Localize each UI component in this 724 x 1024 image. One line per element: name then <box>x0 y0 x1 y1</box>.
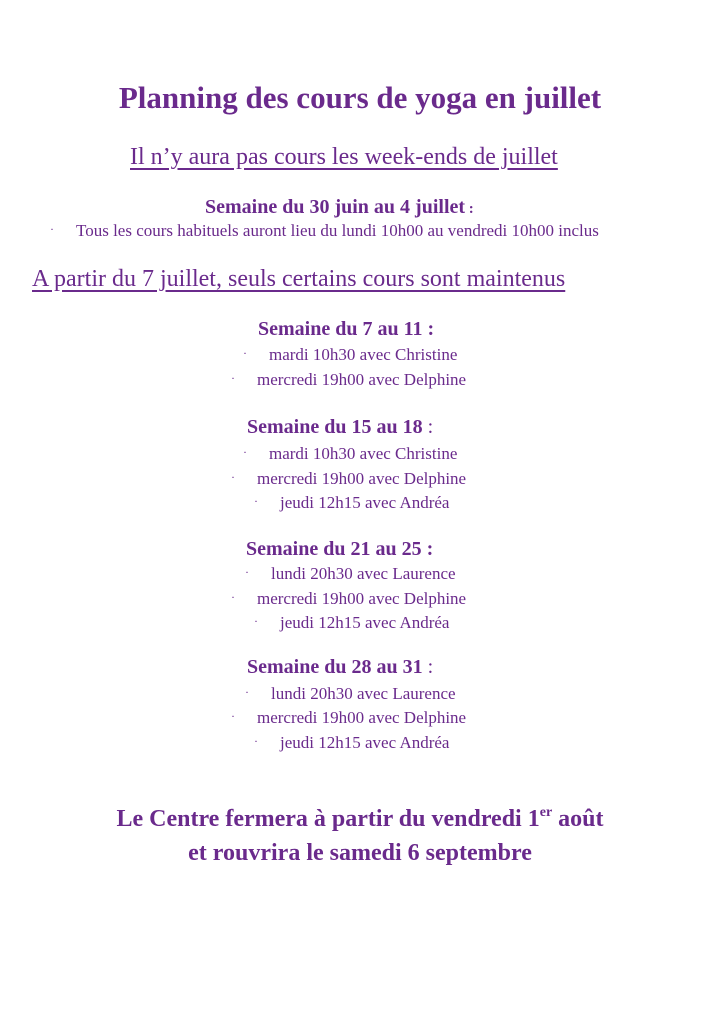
subtitle-notice: Il n’y aura pas cours les week-ends de juillet <box>130 144 558 170</box>
list-item <box>254 493 449 513</box>
list-item <box>231 708 466 728</box>
bullet-icon: · <box>231 709 235 723</box>
week1-item-text: Tous les cours habituels auront lieu du lundi 10h00 au vendredi 10h00 inclus <box>76 221 599 240</box>
bullet-icon: · <box>254 734 258 748</box>
section2-heading: A partir du 7 juillet, seuls certains cours sont maintenus <box>32 266 566 292</box>
list-item <box>245 564 456 584</box>
week-heading-28-31 <box>247 656 433 679</box>
week-heading-text: Semaine du 21 au 25 <box>246 538 422 560</box>
week1-heading <box>205 196 474 219</box>
bullet-icon: · <box>243 346 247 360</box>
list-item <box>231 589 466 609</box>
bullet-icon: · <box>50 222 54 236</box>
list-item-text: mercredi 19h00 avec Delphine <box>257 589 467 608</box>
list-item-text: mercredi 19h00 avec Delphine <box>257 469 467 488</box>
list-item <box>245 684 456 704</box>
bullet-icon: · <box>254 494 258 508</box>
list-item-text: lundi 20h30 avec Laurence <box>271 684 456 703</box>
week-heading-colon: : <box>421 538 434 560</box>
list-item <box>231 469 466 489</box>
week-heading-15-18 <box>247 416 433 439</box>
closing-notice-line1 <box>0 802 722 836</box>
week1-heading-text: Semaine du 30 juin au 4 juillet <box>205 196 466 218</box>
list-item-text: jeudi 12h15 avec Andréa <box>280 613 450 632</box>
week1-heading-colon: : <box>465 201 474 217</box>
list-item <box>254 733 449 753</box>
week-heading-text: Semaine du 7 au 11 <box>258 318 423 340</box>
closing-line1-text: Le Centre fermera à partir du vendredi 1 <box>116 806 540 832</box>
bullet-icon: · <box>245 685 249 699</box>
week-heading-21-25 <box>246 538 433 561</box>
list-item-text: jeudi 12h15 avec Andréa <box>280 733 450 752</box>
week-heading-text: Semaine du 28 au 31 <box>247 656 423 678</box>
week-heading-colon: : <box>422 318 435 340</box>
list-item-text: mardi 10h30 avec Christine <box>269 444 458 463</box>
week1-item <box>50 221 599 241</box>
list-item-text: mardi 10h30 avec Christine <box>269 345 458 364</box>
list-item <box>254 613 449 633</box>
bullet-icon: · <box>231 590 235 604</box>
bullet-icon: · <box>243 445 247 459</box>
list-item-text: jeudi 12h15 avec Andréa <box>280 493 450 512</box>
list-item-text: mercredi 19h00 avec Delphine <box>257 370 467 389</box>
page-title: Planning des cours de yoga en juillet <box>118 80 602 115</box>
week-heading-colon: : <box>422 416 434 438</box>
bullet-icon: · <box>231 371 235 385</box>
bullet-icon: · <box>231 470 235 484</box>
list-item <box>243 345 457 365</box>
list-item <box>243 444 457 464</box>
bullet-icon: · <box>254 614 258 628</box>
week-heading-7-11 <box>258 318 434 341</box>
week-heading-text: Semaine du 15 au 18 <box>247 416 423 438</box>
list-item-text: mercredi 19h00 avec Delphine <box>257 708 467 727</box>
bullet-icon: · <box>245 565 249 579</box>
closing-line1-end: août <box>552 806 604 832</box>
week-heading-colon: : <box>422 656 434 678</box>
list-item <box>231 370 466 390</box>
list-item-text: lundi 20h30 avec Laurence <box>271 564 456 583</box>
closing-notice-line2: et rouvrira le samedi 6 septembre <box>188 840 532 866</box>
superscript-er: er <box>539 805 553 820</box>
closing-notice <box>0 802 722 870</box>
